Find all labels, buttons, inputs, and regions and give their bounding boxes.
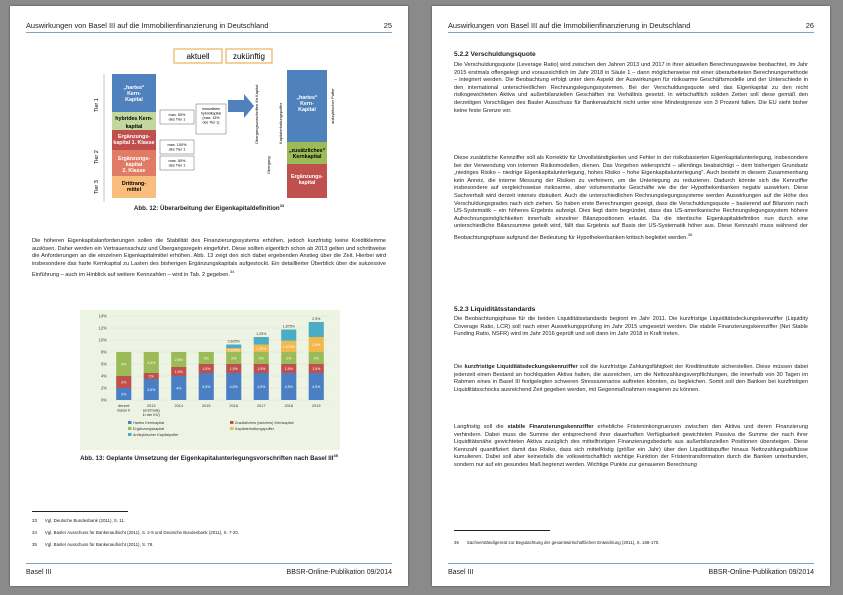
vertical-label-b: Übergang <box>266 156 271 174</box>
buffer-label: 0,625% <box>227 339 240 344</box>
legend-item: Kapitalerhaltungspuffer <box>235 427 274 431</box>
footer-left: Basel III <box>26 569 52 576</box>
footnote-rule <box>454 530 550 531</box>
data-label: 2% <box>313 356 319 361</box>
x-tick-label: 2014 <box>174 404 183 408</box>
box-hartes-kernkapital: „hartes“ Kern-Kapital <box>123 85 145 103</box>
x-tick-label: derzeit <box>118 404 130 408</box>
data-label: 4,5% <box>284 385 293 389</box>
col-zukuenftig-label: zukünftig <box>232 52 266 61</box>
data-label: 4,5% <box>257 385 266 389</box>
legend-item: Hartes Kernkapital <box>133 421 165 425</box>
x-tick-label: 2013 <box>147 404 156 408</box>
y-tick-label: 8% <box>100 349 107 355</box>
data-label: 1,5% <box>257 367 266 371</box>
data-label: 2% <box>231 356 237 361</box>
section-heading-522: 5.2.2 Verschuldungsquote <box>454 51 536 58</box>
tier2-label: Tier 2 <box>94 150 100 164</box>
caption-sup: 33 <box>279 203 285 208</box>
data-label: 1,5% <box>174 370 183 374</box>
data-label: 4,5% <box>312 385 321 389</box>
data-label: 1,5% <box>229 367 238 371</box>
paragraph-1: Die Verschuldungsquote (Leverage Ratio) wird zwischen den Jahren 2013 und 2017 in ihrer aktuellen Berechnungsweise beobachtet, im Jahr 2015 erstmals offengelegt und voraussichtlich im Jahr 2018 in Säule 1 – dann möglicherweise mit einer überarbeiteten Berechnungsmethode – integriert werden. Die Beobachtung erfolgt unter dem Aspekt der Auswirkungen für risikoarme Geschäftsmodelle und der Unterschiede in den international unterschiedlichen Rechnungslegungssystemen. Bei der Verschuldungsquote wird das Eigenkapital zu den nicht risikogewichteten Aktiva und außerbilanziellen Geschäften ins Verhältnis gesetzt. In wirtschaftlich soliden Zeiten soll diese gemäß den derzeitigen Vorschlägen des Basler Ausschuss für Bankenaufsicht nicht unter eine Mindestgrenze von 3 Prozent fallen. Die EU sieht bisher keine feste Grenze vor. <box>454 62 808 114</box>
footnote-33: 33 Vgl. Deutsche Bundesbank (2011), S. 11. <box>32 518 126 523</box>
buffer-label: 2,5% <box>312 317 321 321</box>
legend-swatch <box>128 421 132 424</box>
data-label: 1% <box>148 374 154 379</box>
data-label: 2% <box>121 392 127 397</box>
data-label: 2% <box>121 380 127 385</box>
page-footer <box>26 569 392 576</box>
x-tick-label: 2015 <box>202 404 211 408</box>
legend-swatch <box>128 427 132 430</box>
footnote-35: 35 Vgl. Basler Ausschuss für Bankenaufsicht (2011), S. 78. <box>32 542 154 547</box>
body-sup: 34 <box>229 269 235 275</box>
note-innovatives-hybridkapital: innovatives hybridkapital (max. 15% des Tier 1) <box>200 107 222 125</box>
data-label: 1,5% <box>284 367 293 371</box>
note-max50-tier1: max. 50% des Tier 1 <box>168 113 186 122</box>
data-label: 2,5% <box>174 358 183 362</box>
page-header <box>448 16 814 30</box>
data-label: 1,5% <box>312 367 321 371</box>
y-tick-label: 14% <box>98 313 107 319</box>
figure-12-caption: Abb. 12: Überarbeitung der Eigenkapitaldefinition$^{33}$ <box>133 203 285 213</box>
x-tick-label: 2017 <box>257 404 266 408</box>
data-label: 4,5% <box>229 385 238 389</box>
x-tick-label: in der EU) <box>142 413 160 417</box>
data-label: 2% <box>286 356 292 361</box>
y-tick-label: 10% <box>98 337 107 343</box>
data-label: 1,875% <box>282 344 295 349</box>
legend-swatch <box>230 427 234 430</box>
x-tick-label: 2016 <box>229 404 238 408</box>
data-label: 4% <box>121 362 127 367</box>
x-tick-label: 2018 <box>284 404 293 408</box>
legend-swatch <box>230 421 234 424</box>
term-lcr: kurzfristige Liquiditätsdeckungskennziffer <box>464 364 578 370</box>
footnote-rule <box>32 511 128 512</box>
note-max100-tier1: max. 100% des Tier 1 <box>167 143 187 152</box>
right-box-ergaenzungskapital: Ergänzungs-kapital <box>290 174 324 186</box>
vertical-label-d: antizyklischer Puffer <box>330 88 335 124</box>
box-drittrangmittel: Drittrang-mittel <box>121 181 147 193</box>
x-tick-label: (erstmalig <box>142 408 160 413</box>
figure-12-diagram <box>82 44 352 204</box>
data-label: 3,5% <box>147 361 156 365</box>
data-label: 1,5% <box>202 367 211 371</box>
data-label: 2,5% <box>312 343 321 347</box>
footer-left: Basel III <box>448 569 474 576</box>
y-tick-label: 4% <box>100 373 107 379</box>
right-box-zusaetzliches-kernkapital: „zusätzliches“ Kernkapital <box>288 148 326 160</box>
legend-swatch <box>128 433 132 436</box>
section-heading-523: 5.2.3 Liquiditätsstandards <box>454 306 536 313</box>
footer-right: BBSR-Online-Publikation 09/2014 <box>286 569 392 576</box>
data-label: 2% <box>203 356 209 361</box>
vertical-label-c: Kapitalerhaltungspuffer <box>278 102 283 144</box>
footer-rule <box>448 563 814 564</box>
header-rule <box>448 32 814 33</box>
box-ergaenzung-2: Ergänzungs-kapital 2. Klasse <box>117 156 151 174</box>
header-title: Auswirkungen von Basel III auf die Immobilienfinanzierung in Deutschland <box>26 21 269 30</box>
paragraph-5: Langfristig soll die stabile Finanzierungskennziffer erhebliche Fristeninkongruenzen zwischen den Aktiva und deren Finanzierung verhindern. Dabei muss die Summe der entsprechend ihrer dauerhaften Verfügbarkeit gewichteten Passiva die Summe der nach ihrer Liquiditätsnähe gewichteten Aktiva zuzüglich des mittelfristigen Finanzierungsbedarfs aus außerbilanziellen Positionen übersteigen. Diese Kennzahl quantifiziert damit das Risiko, dass sich mittelfristig (größer ein Jahr) über den Liquiditätspuffer hinaus Nettozahlungsabflüsse kumulieren. Dabei soll aber keinesfalls die volkswirtschaftlich wichtige Funktion der Fristentransformation durch die Banken unterbunden, sondern nur auf ein gesundes Maß begrenzt werden. Wichtige Punkte zur genaueren Berechnung <box>454 424 808 468</box>
x-tick-label: Basel II <box>117 408 131 413</box>
figure-13-caption: Abb. 13: Geplante Umsetzung der Eigenkapitalunterlegungsvorschriften nach Basel III$^{35}$ <box>80 453 338 463</box>
legend-item: Antizyklischer Kapitalpuffer <box>133 433 179 437</box>
data-label: 1,25% <box>256 346 267 351</box>
y-tick-label: 0% <box>100 397 107 403</box>
buffer-label: 1,25% <box>256 332 267 336</box>
y-tick-label: 2% <box>100 385 107 391</box>
box-ergaenzung-1: Ergänzungs-kapital 1. Klasse <box>113 134 155 146</box>
bar-segment <box>309 322 324 337</box>
data-label: 4,5% <box>202 385 211 389</box>
right-box-hartes-kernkapital: „hartes“ Kern-Kapital <box>296 95 318 113</box>
footer-rule <box>26 563 392 564</box>
paragraph-2: Diese zusätzliche Kennziffer soll als Korrektiv für Unvollständigkeiten und Fehler in der risikobasierten Eigenkapitalunterlegung, insbesondere bei der Verwendung von internen Risikomodellen, dienen. Das Vorgehen widerspricht – allerdings beabsichtigt – dem bisherigen Grundsatz „niedriges Risiko – niedrige Eigenkapitalunterlegung, hohes Risiko – hohe Eigenkapitalunterlegung". Auch besteht in diesem Zusammenhang kein Anreiz, die interne Messung der Risiken zu verfeinern, um die Unterlegung zu reduzieren. Dadurch könnte sich die Kennziffer insbesondere auf vergleichsweise risikoarme, aber volumenstarke Geschäfte wie die der Hypothekenbanken negativ auswirken. Diese Sachverhalt wird derzeit intensiv diskutiert. Auch die unterschiedlichen Rechnungslegungssysteme werden Auswirkungen auf die Höhe des Verschuldungsgrades nach sich ziehen. So haben erste Berechnungen gezeigt, dass die Verschuldungsquote – basierend auf Bilanzen nach US-Systematik – ein höheres Ergebnis aufzeigt. Dies liegt darin begründet, dass das US-amerikanische Rechnungslegungssystem höhere Aufrechnungsmöglichkeiten innerhalb einzelner Bilanzpositionen erlaubt. Da die identische Eigenkapitaldefinition nun durch eine unterschiedliche Bilanzsumme geteilt wird, fällt das Ergebnis auf Basis der US-Systematik höher aus. Diese Kennzahl muss während der Beobachtungsphase aufgrund der Bedeutung für Hypothekenbanken kritisch begleitet werden.$^{36}$ <box>454 155 808 241</box>
tier3-label: Tier 3 <box>94 180 100 194</box>
body-paragraph: Die höheren Eigenkapitalanforderungen sollen die Stabilität des Finanzierungssystems erhöhen, jedoch kurzfristig keine Kreditklemme auslösen. Daher werden ein Vertrauensschutz und Übergangsregeln eingeführt. Diese sollten eigentlich schon ab 2013 gelten und schrittweise die Anforderungen an die einzelnen Eigenkapitalmittel erhöhen. Abb. 13 zeigt den sich dabei ergebenden Anstieg über die Zeit. Hierbei wird insbesondere das harte Kernkapital zu Lasten des bisherigen Ergänzungskapitals aufgestockt. Ein detaillierter Überblick über die sukzessive Einführung – auch im Hinblick auf weitere Kennzahlen – wird in Tab. 2 gegeben.$^{34}$ <box>32 238 386 279</box>
footnote-36: 36 Sachverständigenrat zur Begutachtung der gesamtwirtschaftlichen Entwicklung (2011), S. 168-170. <box>454 540 660 545</box>
paragraph-3: Die Beobachtungsphase für die beiden Liquiditätsstandards beginnt im Jahr 2011. Die kurzfristige Liquiditätsdeckungskennziffer (Liquidity Coverage Ratio, LCR) soll nach einer Auswirkungsprüfung im Jahr 2015 umgesetzt werden. Die stabile Finanzierungskennziffer (Net Stable Funding Ratio, NSFR) wird im Jahr 2016 geprüft und soll dann im Jahr 2018 in Kraft treten. <box>454 316 808 338</box>
data-label: 4% <box>176 386 182 391</box>
box-kapital: kapital <box>125 124 143 130</box>
page-header <box>26 16 392 30</box>
footer-right: BBSR-Online-Publikation 09/2014 <box>708 569 814 576</box>
data-label: 3,5% <box>147 388 156 392</box>
buffer-label: 1,875% <box>282 324 295 329</box>
page-number: 25 <box>383 21 392 30</box>
bar-segment <box>254 337 269 345</box>
figure-13-chart <box>80 310 340 450</box>
data-label: 2% <box>258 356 264 361</box>
paragraph-2-sup: 36 <box>687 231 693 237</box>
data-label: 0,625% <box>227 348 240 353</box>
right-page <box>432 6 830 586</box>
legend-item: Zusätzliches (weiches) Kernkapital <box>235 421 294 425</box>
paragraph-4: Die kurzfristige Liquiditätsdeckungskennziffer soll die kurzfristige Zahlungsfähigkeit der Kreditinstitute sicherstellen. Diese müssen dabei jederzeit einen Bestand an hochliquiden Aktiva halten, die ausreichen, um die Nettozahlungsverpflichtungen, die innerhalb von 30 Tagen im Rahmen eines in Basel III festgelegten schweren Stressszenarios auftreten könnten, zu begleichen. Somit soll den Banken bei kurzfristigen Liquiditätsschocks ausreichend Zeit gegeben werden, mit Gegenmaßnahmen reagieren zu können. <box>454 364 809 393</box>
y-tick-label: 6% <box>100 361 107 367</box>
bar-segment <box>281 330 296 341</box>
x-tick-label: 2019 <box>312 404 321 408</box>
page-number: 26 <box>805 21 814 30</box>
col-aktuell-label: aktuell <box>186 52 210 61</box>
tier1-label: Tier 1 <box>94 98 100 112</box>
left-page <box>10 6 408 586</box>
term-nsfr: stabile Finanzierungskennziffer <box>507 424 594 430</box>
box-hybrides: hybrides Kern- <box>115 116 153 122</box>
page-footer <box>448 569 814 576</box>
header-title: Auswirkungen von Basel III auf die Immobilienfinanzierung in Deutschland <box>448 21 691 30</box>
legend-item: Ergänzungskapital <box>133 427 165 431</box>
y-tick-label: 12% <box>98 325 107 331</box>
header-rule <box>26 32 392 33</box>
note-max50-tier1-b: max. 50% des Tier 1 <box>168 159 186 168</box>
vertical-label-a: Übergangsvorschriften für Kapital <box>254 84 259 144</box>
bar-segment <box>226 345 241 349</box>
footnote-34: 34 Vgl. Basler Ausschuss für Bankenaufsicht (2011), S. 2-9 und Deutsche Bundesbank (2011), S. 7-20. <box>32 530 240 535</box>
figure-13-sup: 35 <box>333 453 338 458</box>
